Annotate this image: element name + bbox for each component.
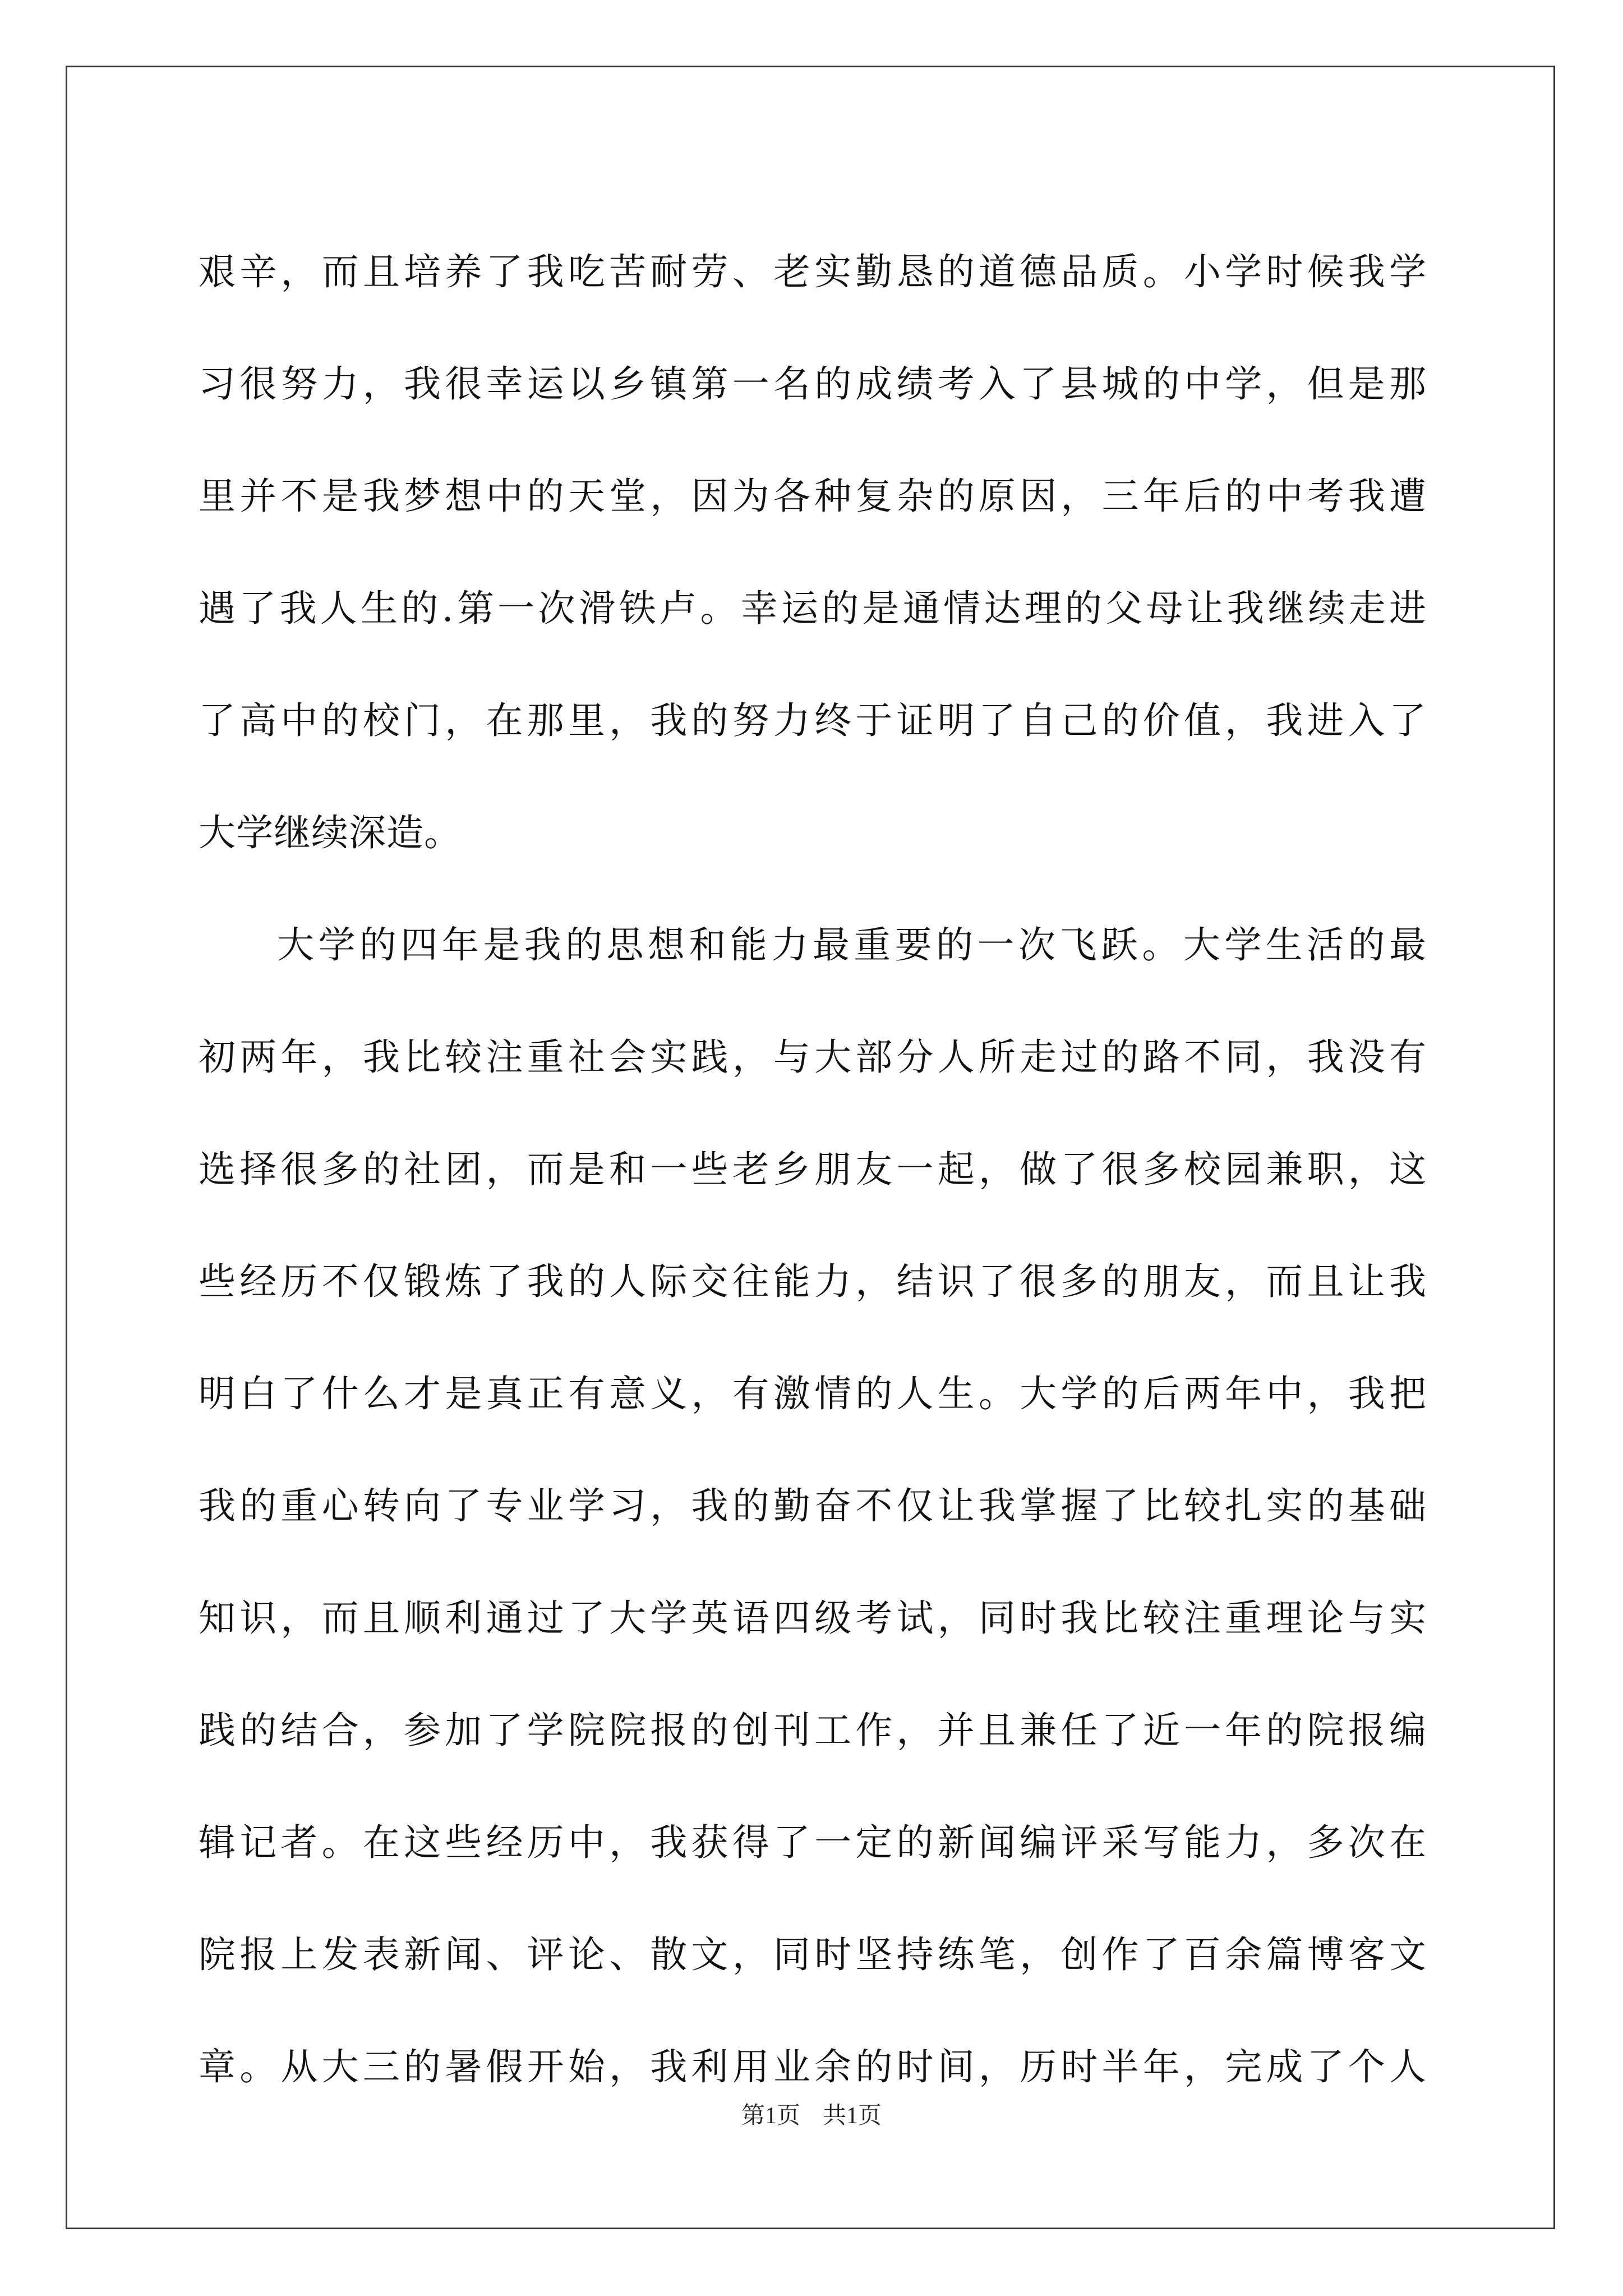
paragraph-2-line-5: 明白了什么才是真正有意义，有激情的人生。大学的后两年中，我把 <box>199 1372 1427 1415</box>
paragraph-2-line-4: 些经历不仅锻炼了我的人际交往能力，结识了很多的朋友，而且让我 <box>199 1260 1427 1303</box>
paragraph-1-line-1: 艰辛，而且培养了我吃苦耐劳、老实勤恳的道德品质。小学时候我学 <box>199 250 1427 293</box>
paragraph-2-line-7: 知识，而且顺利通过了大学英语四级考试，同时我比较注重理论与实 <box>199 1596 1427 1640</box>
document-body <box>199 216 1427 2123</box>
paragraph-2-line-6: 我的重心转向了专业学习，我的勤奋不仅让我掌握了比较扎实的基础 <box>199 1484 1427 1527</box>
paragraph-1-line-4: 遇了我人生的.第一次滑铁卢。幸运的是通情达理的父母让我继续走进 <box>199 587 1427 630</box>
paragraph-1-line-6: 大学继续深造。 <box>199 811 462 854</box>
paragraph-1-line-5: 了高中的校门，在那里，我的努力终于证明了自己的价值，我进入了 <box>199 699 1427 742</box>
paragraph-1-line-3: 里并不是我梦想中的天堂，因为各种复杂的原因，三年后的中考我遭 <box>199 475 1427 518</box>
paragraph-2-line-11: 章。从大三的暑假开始，我利用业余的时间，历时半年，完成了个人 <box>199 2045 1427 2088</box>
paragraph-1-line-2: 习很努力，我很幸运以乡镇第一名的成绩考入了县城的中学，但是那 <box>199 362 1427 406</box>
paragraph-2-line-8: 践的结合，参加了学院院报的创刊工作，并且兼任了近一年的院报编 <box>199 1709 1427 1752</box>
paragraph-2-line-9: 辑记者。在这些经历中，我获得了一定的新闻编评采写能力，多次在 <box>199 1821 1427 1864</box>
paragraph-2-line-10: 院报上发表新闻、评论、散文，同时坚持练笔，创作了百余篇博客文 <box>199 1933 1427 1976</box>
page-number-total: 共1页 <box>823 2103 882 2129</box>
paragraph-2-line-2: 初两年，我比较注重社会实践，与大部分人所走过的路不同，我没有 <box>199 1036 1427 1079</box>
paragraph-2-line-3: 选择很多的社团，而是和一些老乡朋友一起，做了很多校园兼职，这 <box>199 1148 1427 1191</box>
paragraph-2-line-1: 大学的四年是我的思想和能力最重要的一次飞跃。大学生活的最 <box>277 923 1427 967</box>
page-footer <box>0 2097 1623 2131</box>
page-number-current: 第1页 <box>741 2103 800 2129</box>
